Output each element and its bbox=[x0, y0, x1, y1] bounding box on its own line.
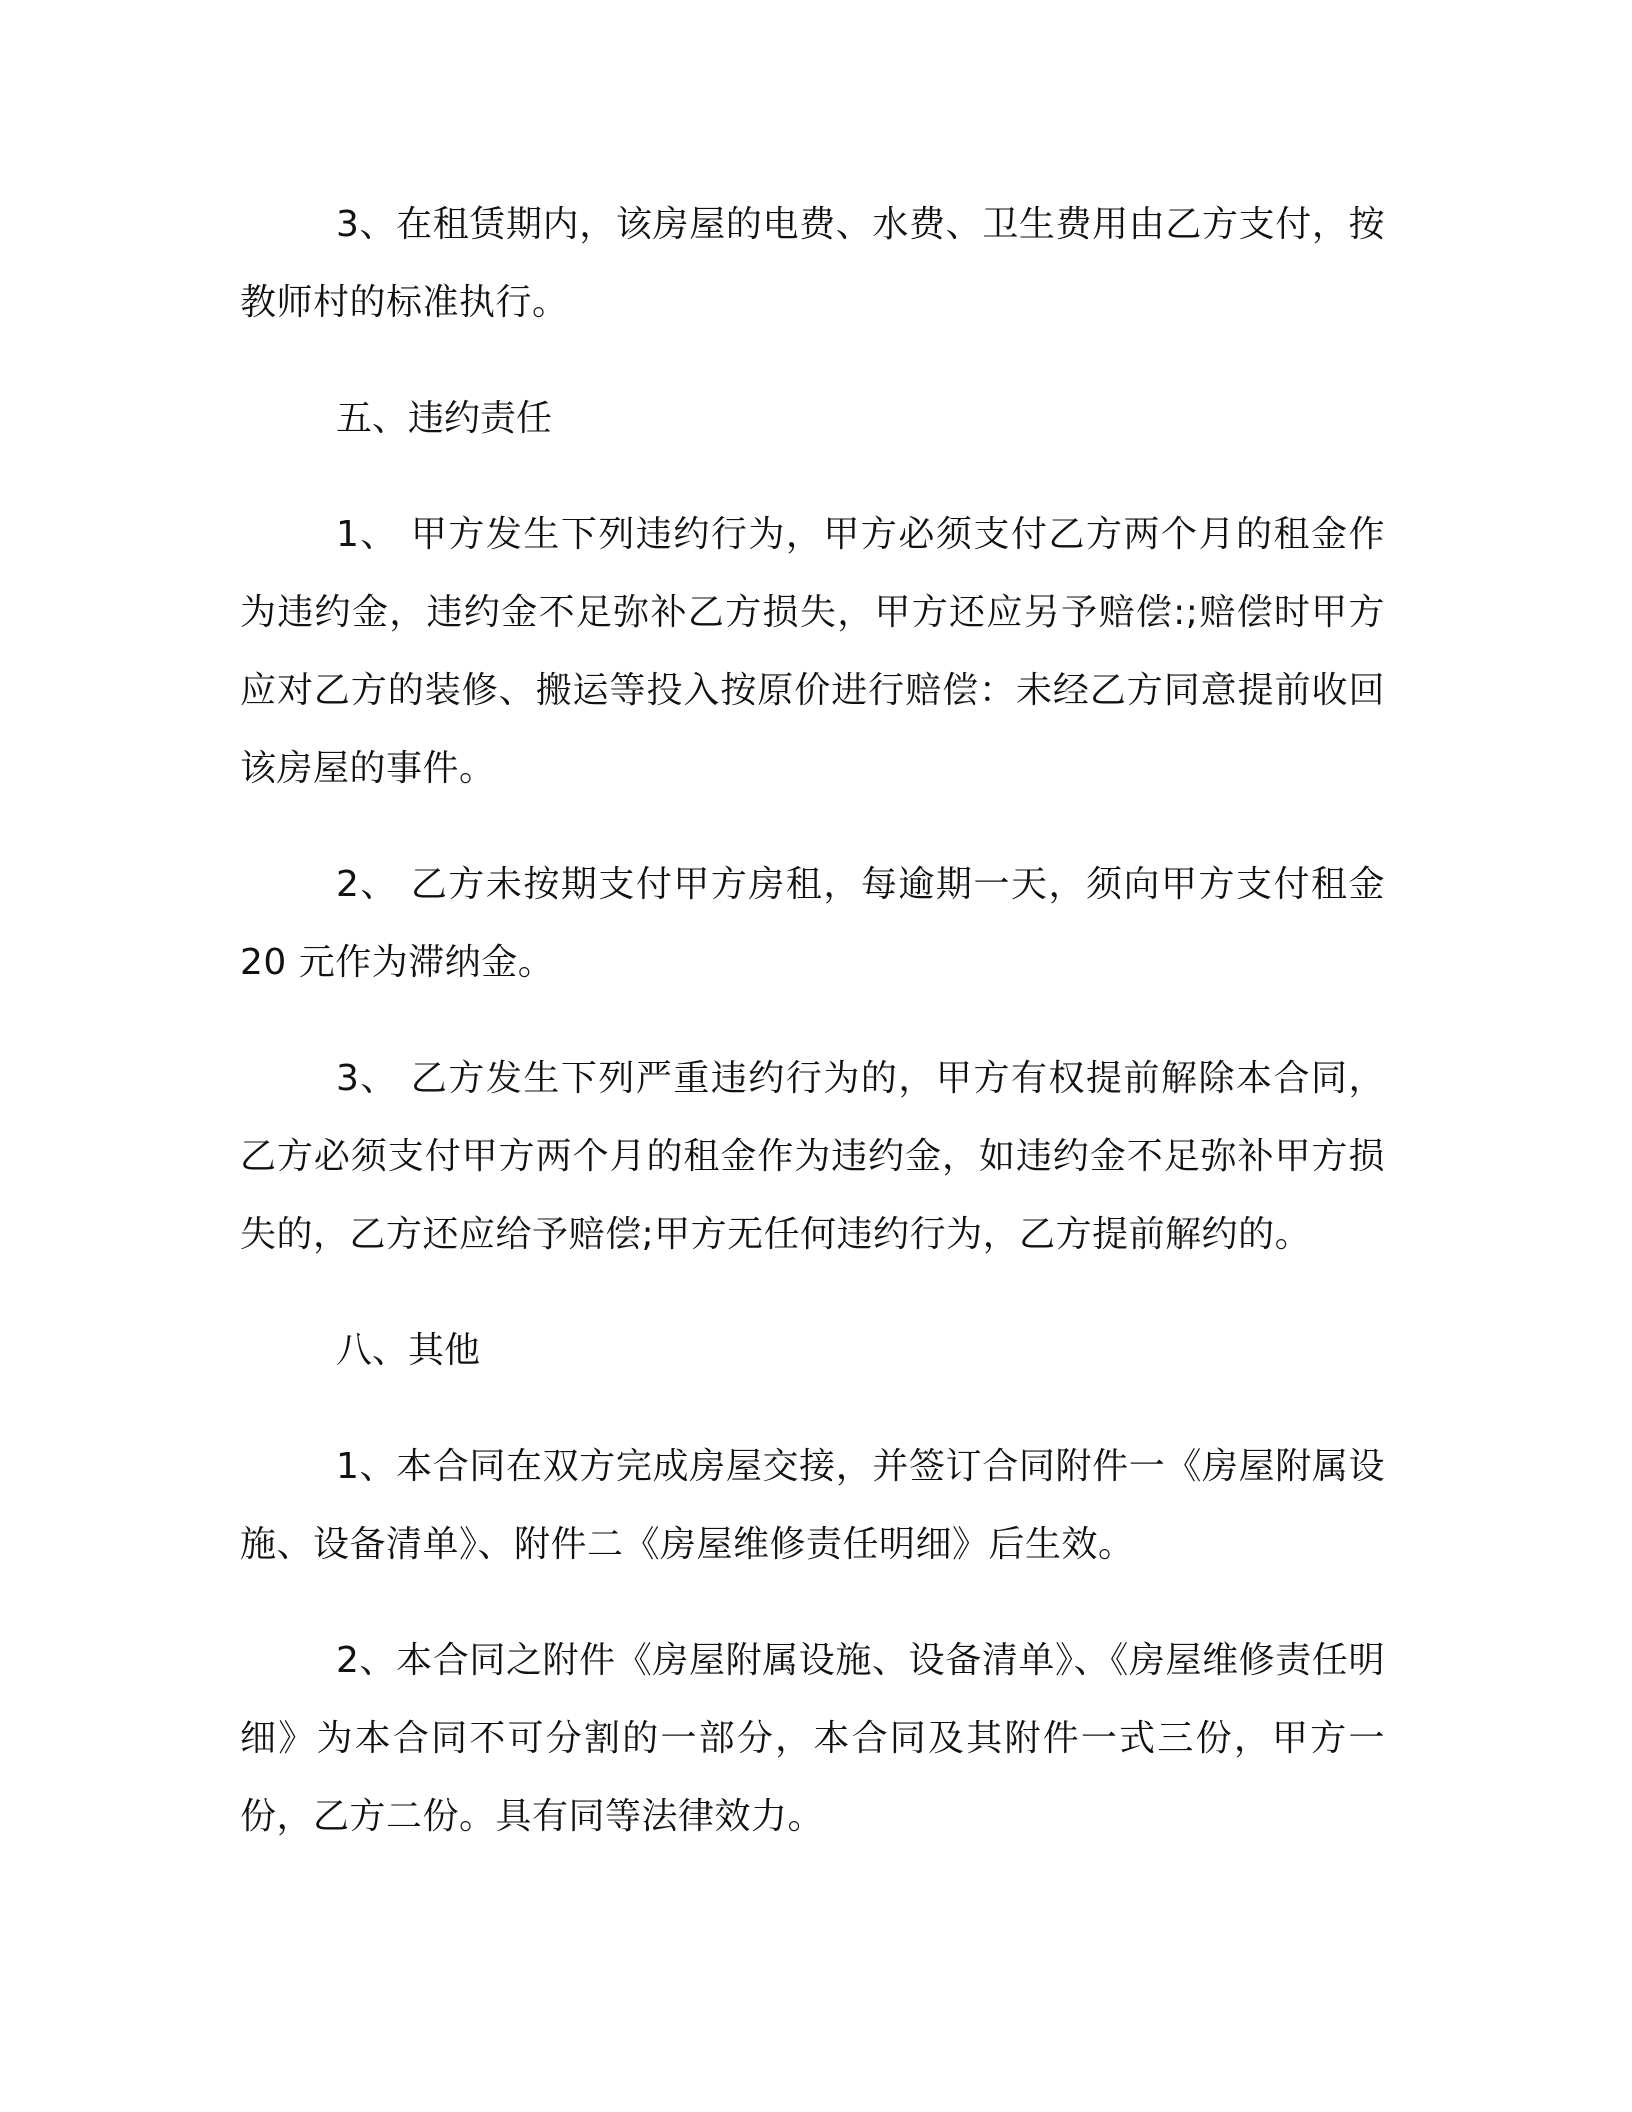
clause-4-3-utilities: 3、在租赁期内，该房屋的电费、水费、卫生费用由乙方支付，按教师村的标准执行。 bbox=[240, 204, 1385, 323]
document-body bbox=[240, 186, 1385, 1856]
clause-5-2-late-fee: 2、 乙方未按期支付甲方房租，每逾期一天，须向甲方支付租金 20 元作为滞纳金。 bbox=[240, 864, 1385, 983]
section-heading-other: 八、其他 bbox=[336, 1330, 481, 1371]
clause-5-1-lessor-breach: 1、 甲方发生下列违约行为，甲方必须支付乙方两个月的租金作为违约金，违约金不足弥补乙方损失，甲方还应另予赔偿:;赔偿时甲方应对乙方的装修、搬运等投入按原价进行赔偿：未经乙方同意提前收回该房屋的事件。 bbox=[240, 514, 1385, 789]
section-heading-breach: 五、违约责任 bbox=[336, 398, 553, 439]
clause-8-1-effect: 1、本合同在双方完成房屋交接，并签订合同附件一《房屋附属设施、设备清单》、附件二《房屋维修责任明细》后生效。 bbox=[240, 1446, 1385, 1565]
clause-5-3-lessee-breach: 3、 乙方发生下列严重违约行为的，甲方有权提前解除本合同，乙方必须支付甲方两个月的租金作为违约金，如违约金不足弥补甲方损失的，乙方还应给予赔偿;甲方无任何违约行为，乙方提前解约的。 bbox=[240, 1058, 1385, 1255]
clause-8-2-annexes: 2、本合同之附件《房屋附属设施、设备清单》、《房屋维修责任明细》为本合同不可分割的一部分，本合同及其附件一式三份，甲方一份，乙方二份。具有同等法律效力。 bbox=[240, 1640, 1385, 1837]
